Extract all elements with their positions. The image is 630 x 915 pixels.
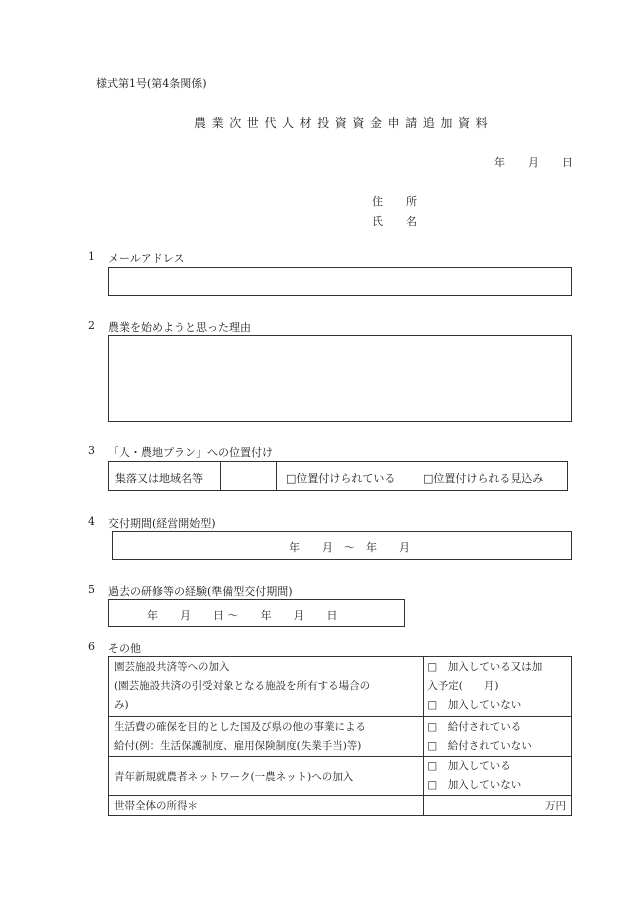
section-1-number: 1	[88, 250, 95, 263]
area-name-label: 集落又は地域名等	[115, 472, 203, 485]
section-6-label: その他	[108, 642, 141, 655]
section-5-number: 5	[88, 583, 95, 596]
network-not-joined-checkbox[interactable]: □ 加入していない	[427, 779, 522, 791]
not-joined-checkbox[interactable]: □ 加入していない	[427, 699, 522, 711]
network-joined-checkbox[interactable]: □ 加入している	[427, 760, 511, 772]
section-2-number: 2	[88, 319, 95, 332]
positioned-checkbox[interactable]: □位置付けられている	[286, 472, 396, 485]
section-1-label: メールアドレス	[108, 252, 185, 265]
benefit-not-received-checkbox[interactable]: □ 給付されていない	[427, 739, 532, 752]
section-2-label: 農業を始めようと思った理由	[108, 321, 251, 334]
table-row	[109, 796, 572, 816]
date-line: 年 月 日	[494, 156, 579, 169]
section-6-number: 6	[88, 640, 95, 653]
question-cell	[109, 717, 424, 757]
answer-cell	[424, 657, 572, 717]
section-4-number: 4	[88, 515, 95, 528]
email-field[interactable]	[108, 267, 572, 296]
question-cell	[109, 796, 424, 816]
other-info-table	[108, 656, 572, 816]
answer-cell	[424, 757, 572, 796]
grant-period-box[interactable]	[112, 531, 572, 560]
question-cell	[109, 657, 424, 717]
joined-checkbox[interactable]: □ 加入している又は加	[427, 661, 543, 673]
training-period-box[interactable]	[108, 599, 405, 627]
form-number: 様式第1号(第4条関係)	[96, 77, 207, 90]
table-row	[109, 717, 572, 757]
benefit-received-checkbox[interactable]: □ 給付されている	[427, 720, 522, 733]
income-unit: 万円	[545, 800, 566, 812]
section-4-label: 交付期間(経営開始型)	[108, 517, 216, 530]
section-5-label: 過去の研修等の経験(準備型交付期間)	[108, 585, 293, 598]
question-line: 園芸施設共済等への加入	[114, 661, 230, 673]
section-3-number: 3	[88, 444, 95, 457]
question-line: 世帯全体の所得＊	[114, 800, 198, 812]
question-line: 生活費の確保を目的とした国及び県の他の事業による	[114, 720, 366, 733]
training-period-text: 年 月 日 ～ 年 月 日	[147, 609, 338, 622]
plan-position-box	[108, 461, 568, 491]
name-label: 氏 名	[372, 215, 423, 228]
divider	[220, 462, 221, 490]
question-line: 給付(例：生活保護制度、雇用保険制度(失業手当)等)	[114, 739, 362, 752]
question-line: み)	[114, 699, 129, 711]
divider	[276, 462, 277, 490]
address-label: 住 所	[372, 195, 423, 208]
income-field[interactable]	[424, 796, 572, 816]
question-line: (園芸施設共済の引受対象となる施設を所有する場合の	[114, 680, 371, 692]
reason-field[interactable]	[108, 335, 572, 422]
section-3-label: 「人・農地プラン」への位置付け	[108, 446, 273, 459]
document-title: 農業次世代人材投資資金申請追加資料	[194, 116, 494, 130]
answer-cell	[424, 717, 572, 757]
question-cell	[109, 757, 424, 796]
question-line: 青年新規就農者ネットワーク(一農ネット)への加入	[114, 770, 354, 783]
table-row	[109, 757, 572, 796]
planned-month: 入予定( 月)	[427, 680, 499, 692]
expected-position-checkbox[interactable]: □位置付けられる見込み	[423, 472, 544, 485]
grant-period-text: 年 月 ～ 年 月	[289, 541, 410, 554]
table-row	[109, 657, 572, 717]
